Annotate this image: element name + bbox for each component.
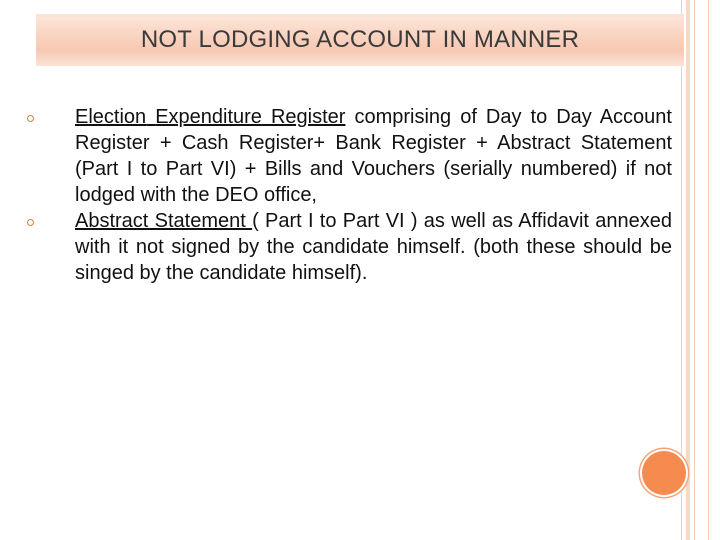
list-item: [22, 208, 672, 286]
bullet-body: ( Part I to Part VI ) as well as Affidavit annexed with it not signed by the candidate himself. (both these should be singed by the candidate himself).: [75, 210, 672, 284]
underlined-space: [262, 106, 271, 128]
underlined-term: Election: [75, 106, 147, 128]
orange-circle-decoration: [642, 451, 686, 495]
underlined-space: [146, 106, 155, 128]
bullet-body: comprising of Day to Day Account Register + Cash Register+ Bank Register + Abstract Statement (Part I to Part VI) + Bills and Vouchers (serially numbered) if not lodged with the DEO office,: [75, 106, 672, 206]
underlined-term: Abstract Statement: [75, 210, 253, 232]
list-item: [22, 104, 672, 208]
underlined-term: Register: [270, 106, 346, 128]
hollow-circle-bullet-icon: [27, 219, 34, 226]
slide-title: NOT LODGING ACCOUNT IN MANNER: [140, 26, 580, 53]
bullet-text: [75, 208, 672, 286]
bullet-list: [22, 104, 672, 286]
bullet-text: [75, 104, 672, 208]
decorative-line: [694, 0, 695, 540]
decorative-line: [708, 0, 709, 540]
underlined-term: Expenditure: [155, 106, 262, 128]
hollow-circle-bullet-icon: [27, 115, 34, 122]
decorative-line: [686, 0, 690, 540]
